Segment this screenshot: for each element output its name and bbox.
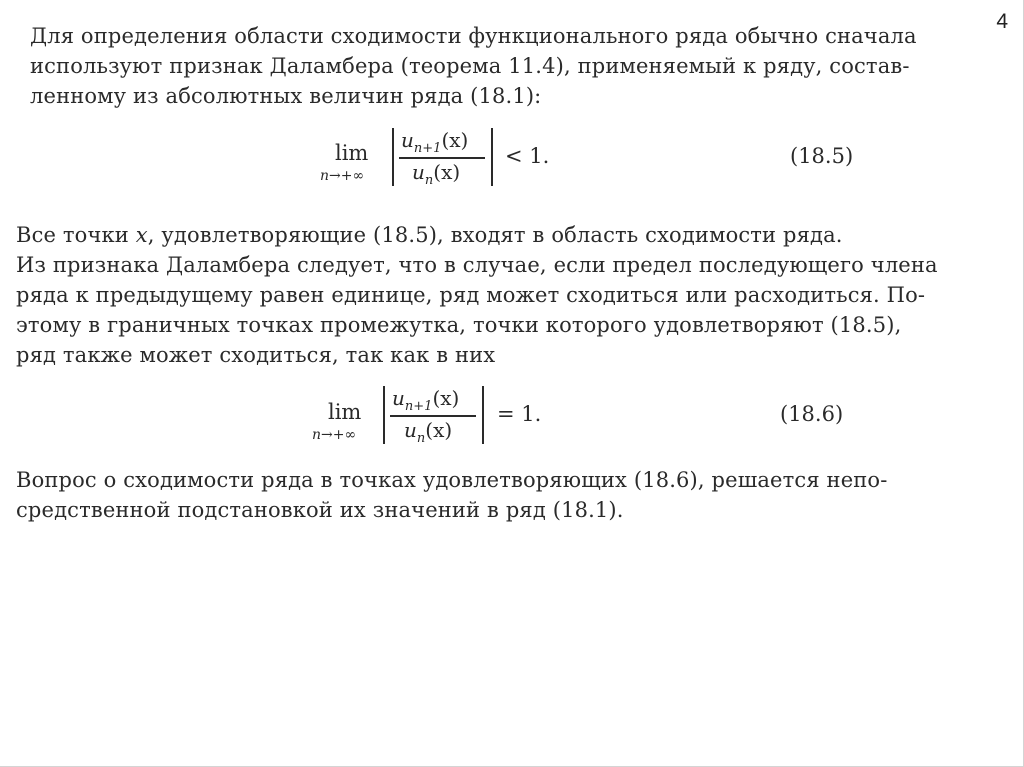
text-line: этому в граничных точках промежутка, точки которого удовлетворяют (18.5), — [16, 313, 902, 337]
fraction-numerator: $u_{n+1}(x)$ — [401, 128, 469, 156]
abs-bar-right — [482, 386, 484, 444]
lim-operator: lim — [335, 141, 369, 165]
text-line: ряд также может сходиться, так как в них — [16, 343, 496, 367]
text-line: Все точки x, удовлетворяющие (18.5), входят в область сходимости ряда. — [16, 223, 843, 247]
equation-number: (18.5) — [790, 144, 854, 168]
abs-bar-right — [491, 128, 493, 186]
abs-bar-left — [392, 128, 394, 186]
text-line: Из признака Даламбера следует, что в случае, если предел последующего члена — [16, 253, 938, 277]
slide-number: 4 — [996, 10, 1008, 33]
equation-relation: = 1. — [497, 402, 542, 426]
fraction-line — [399, 157, 485, 159]
text-line: ряда к предыдущему равен единице, ряд может сходиться или расходиться. По- — [16, 283, 926, 307]
text-line: Для определения области сходимости функционального ряда обычно сначала — [30, 24, 917, 48]
fraction-numerator: $u_{n+1}(x)$ — [392, 386, 460, 414]
text-line: ленному из абсолютных величин ряда (18.1): — [30, 84, 542, 108]
equation-relation: < 1. — [505, 144, 550, 168]
lim-subscript: n→+∞ — [312, 427, 357, 443]
lim-operator: lim — [328, 400, 362, 424]
text-line: используют признак Даламбера (теорема 11.4), применяемый к ряду, состав- — [30, 54, 910, 78]
text-line: средственной подстановкой их значений в ряд (18.1). — [16, 498, 624, 522]
abs-bar-left — [383, 386, 385, 444]
variable-x: x — [135, 223, 148, 247]
fraction-denominator: $u_n(x)$ — [412, 160, 461, 188]
lim-subscript: n→+∞ — [320, 168, 365, 184]
text-line: Вопрос о сходимости ряда в точках удовлетворяющих (18.6), решается непо- — [16, 468, 888, 492]
paragraph-conclusion — [16, 465, 887, 525]
paragraph-intro — [30, 21, 917, 111]
paragraph-body — [16, 220, 938, 370]
fraction-line — [390, 415, 476, 417]
equation-number: (18.6) — [780, 402, 844, 426]
fraction-denominator: $u_n(x)$ — [404, 418, 453, 446]
